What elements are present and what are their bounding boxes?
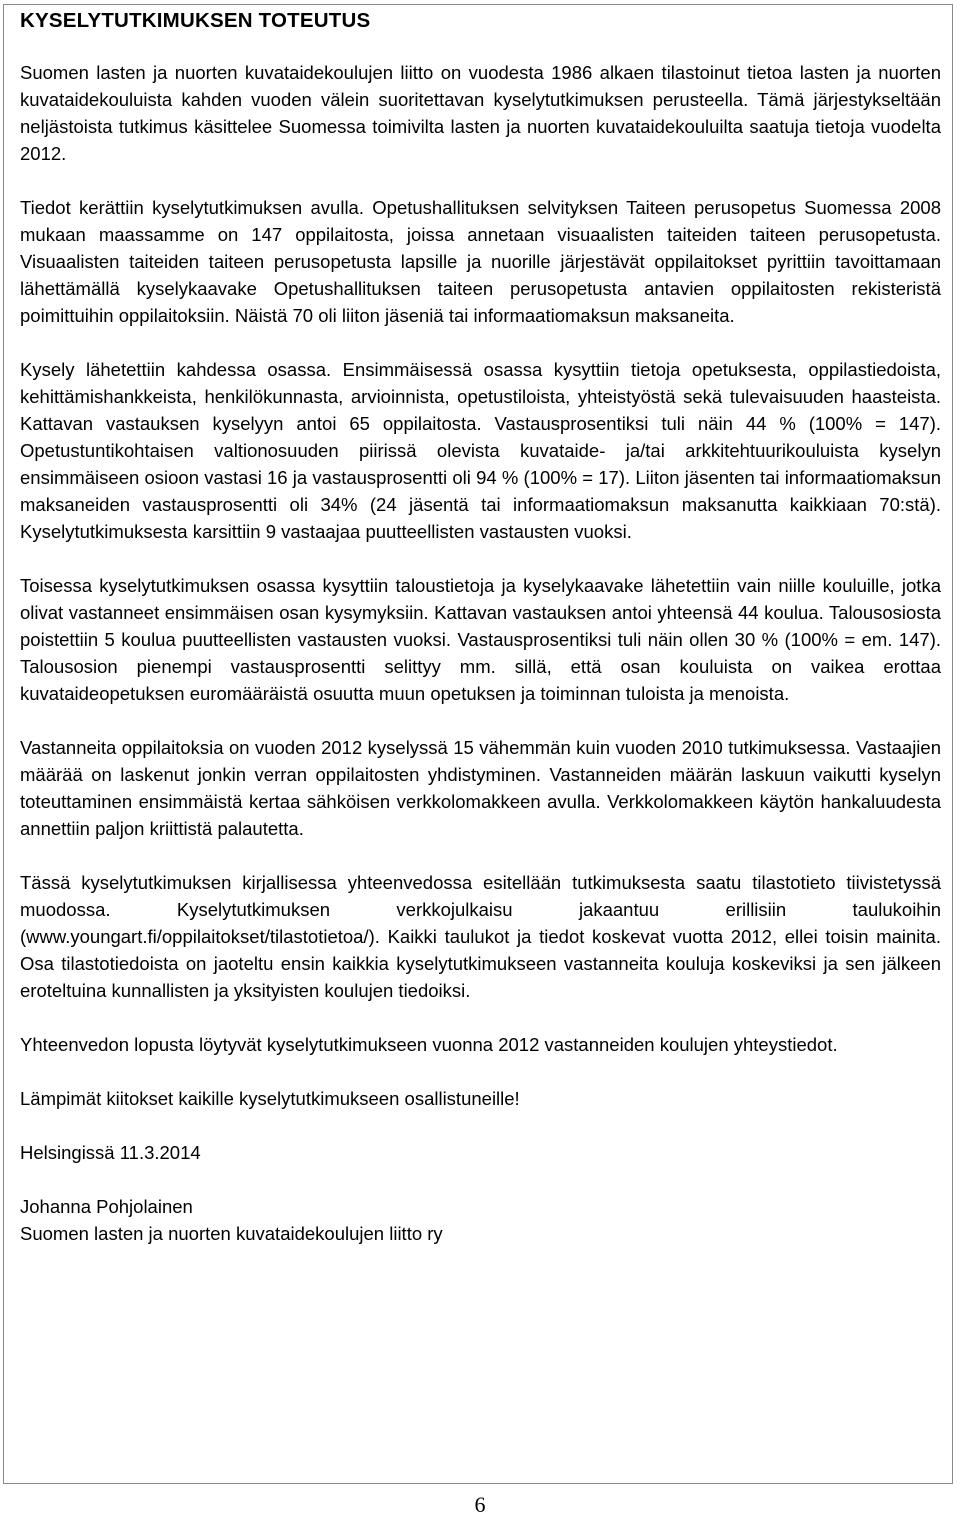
spacer (20, 1004, 941, 1031)
paragraph-intro: Suomen lasten ja nuorten kuvataidekoulujen liitto on vuodesta 1986 alkaen tilastoinut tietoa lasten ja nuorten kuvataidekouluista kahden vuoden välein suoritettavan kyselytutkimuksen perusteella. Tämä järjestykseltään neljästoista tutkimus käsittelee Suomessa toimivilta lasten ja nuorten kuvataidekouluilta saatuja tietoja vuodelta 2012. (20, 62, 941, 164)
page-number: 6 (474, 1492, 486, 1517)
paragraph-thanks: Lämpimät kiitokset kaikille kyselytutkimukseen osallistuneille! (20, 1088, 520, 1109)
paragraph-second-part: Toisessa kyselytutkimuksen osassa kysyttiin taloustietoja ja kyselykaavake lähetettiin vain niille kouluille, jotka olivat vastanneet ensimmäisen osan kysymyksiin. Kattavan vastauksen antoi yhteensä 44 koulua. Talousosiosta poistettiin 5 koulua puutteellisten vastausten vuoksi. Vastausprosentiksi tuli näin ollen 30 % (100% = em. 147). Talousosion pienempi vastausprosentti selittyy mm. sillä, että osan kouluista on vaikea erottaa kuvataideopetuksen euromääräistä osuutta muun opetuksen ja toiminnan tuloista ja menoista. (20, 575, 941, 704)
paragraph-data-collection: Tiedot kerättiin kyselytutkimuksen avulla. Opetushallituksen selvityksen Taiteen perusopetus Suomessa 2008 mukaan maassamme on 147 oppilaitosta, joissa annetaan visuaalisten taiteiden taiteen perusopetusta. Visuaalisten taiteiden taiteen perusopetusta lapsille ja nuorille järjestävät oppilaitokset pyrittiin tavoittamaan lähettämällä kyselykaavake Opetushallituksen taiteen perusopetusta antavien oppilaitosten rekisteristä poimittuihin oppilaitoksiin. Näistä 70 oli liiton jäseniä tai informaatiomaksun maksaneita. (20, 197, 941, 326)
signature-name: Johanna Pohjolainen (20, 1196, 193, 1217)
spacer (20, 1112, 941, 1139)
paragraph-contacts: Yhteenvedon lopusta löytyvät kyselytutkimukseen vuonna 2012 vastanneiden koulujen yhteystiedot. (20, 1034, 838, 1055)
date-line: Helsingissä 11.3.2014 (20, 1142, 201, 1163)
signature-organization: Suomen lasten ja nuorten kuvataidekoulujen liitto ry (20, 1223, 443, 1244)
spacer (20, 1058, 941, 1085)
spacer (20, 167, 941, 194)
spacer (20, 842, 941, 869)
spacer (20, 36, 941, 59)
spacer (20, 707, 941, 734)
paragraph-summary: Tässä kyselytutkimuksen kirjallisessa yhteenvedossa esitellään tutkimuksesta saatu tilastotieto tiivistetyssä muodossa. Kyselytutkimuksen verkkojulkaisu jakaantuu erillisiin taulukoihin (www.youngart.fi/oppilaitokset/tilastotietoa/). Kaikki taulukot ja tiedot koskevat vuotta 2012, ellei toisin mainita. Osa tilastotiedoista on jaoteltu ensin kaikkia kyselytutkimukseen vastanneita kouluja koskeviksi ja sen jälkeen eroteltuina kunnallisten ja yksityisten koulujen tiedoiksi. (20, 872, 941, 1001)
spacer (20, 329, 941, 356)
paragraph-respondents: Vastanneita oppilaitoksia on vuoden 2012 kyselyssä 15 vähemmän kuin vuoden 2010 tutkimuksessa. Vastaajien määrää on laskenut jonkin verran oppilaitosten yhdistyminen. Vastanneiden määrän laskuun vaikutti kyselyn toteuttaminen ensimmäistä kertaa sähköisen verkkolomakkeen avulla. Verkkolomakkeen käytön hankaluudesta annettiin paljon kriittistä palautetta. (20, 737, 941, 839)
paragraph-survey-parts: Kysely lähetettiin kahdessa osassa. Ensimmäisessä osassa kysyttiin tietoja opetuksesta, oppilastiedoista, kehittämishankkeista, henkilökunnasta, arvioinnista, opetustiloista, yhteistyöstä sekä tulevaisuuden haasteista. Kattavan vastauksen kyselyyn antoi 65 oppilaitosta. Vastausprosentiksi tuli näin 44 % (100% = 147). Opetustuntikohtaisen valtionosuuden piirissä olevista kuvataide- ja/tai arkkitehtuurikouluista kyselyn ensimmäiseen osioon vastasi 16 ja vastausprosentti oli 94 % (100% = 17). Liiton jäsenten tai informaatiomaksun maksaneiden vastausprosentti oli 34% (24 jäsentä tai informaatiomaksun maksanutta kaikkiaan 70:stä). Kyselytutkimuksesta karsittiin 9 vastaajaa puutteellisten vastausten vuoksi. (20, 359, 941, 542)
document-body (20, 6, 941, 1247)
spacer (20, 545, 941, 572)
section-title: KYSELYTUTKIMUKSEN TOTEUTUS (20, 9, 371, 32)
spacer (20, 1166, 941, 1193)
